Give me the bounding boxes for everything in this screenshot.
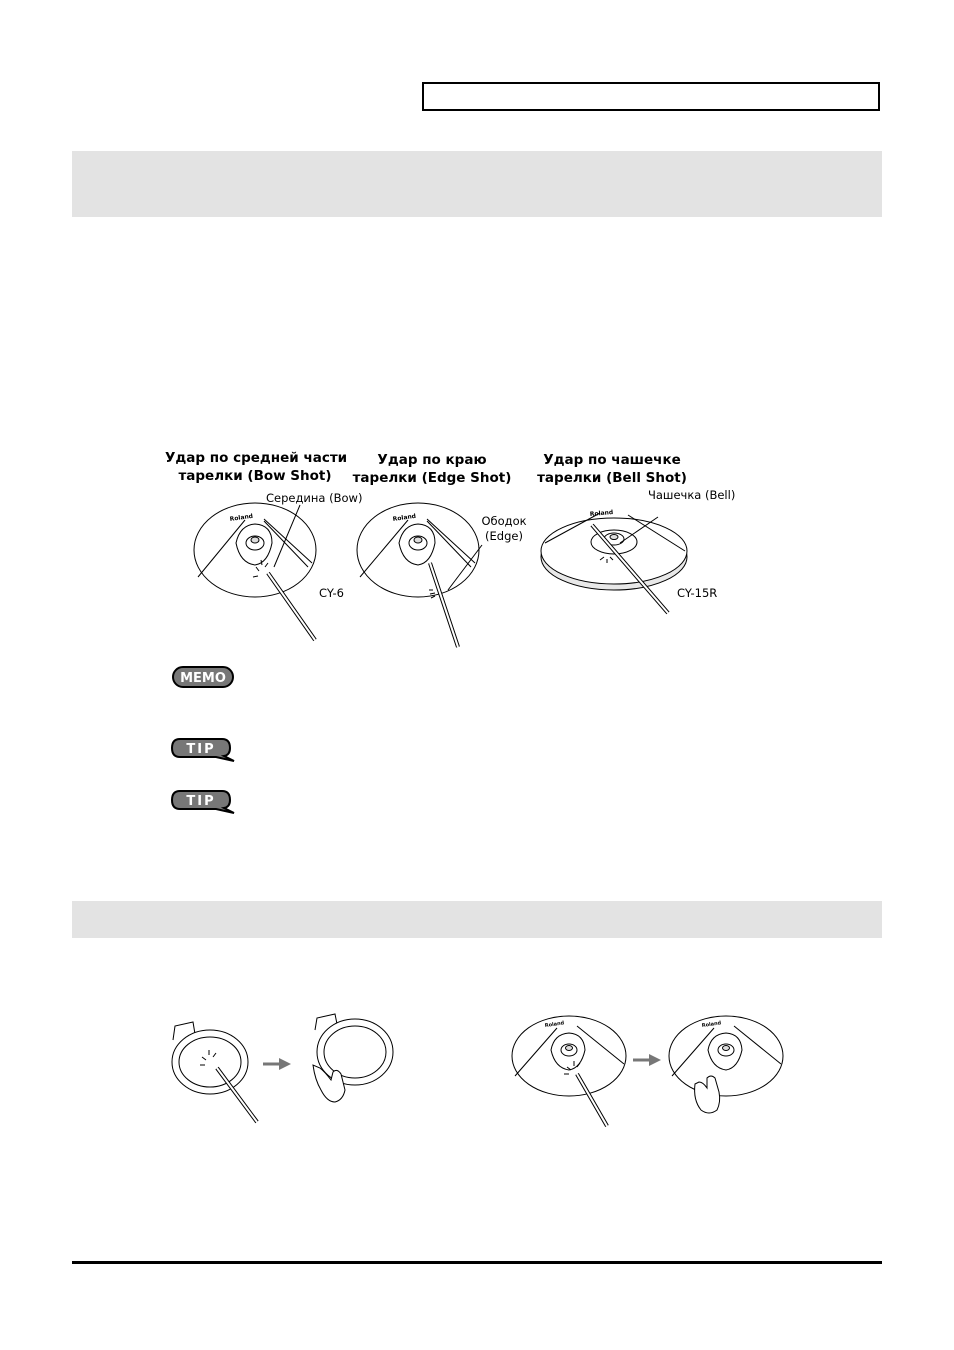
tip-icon [170, 789, 236, 815]
bow-shot-caption [165, 449, 348, 485]
header-section-box [422, 82, 880, 111]
bell-shot-caption [522, 451, 702, 487]
edge-shot-caption-line2: тарелки (Edge Shot) [352, 470, 512, 486]
edge-cymbal-brand: Roland [392, 512, 417, 523]
tip-icon [170, 737, 236, 763]
bow-cymbal-brand: Roland [229, 512, 254, 523]
cymbal-strike-drawing [512, 1016, 626, 1126]
tip-label-1: TIP [186, 742, 216, 757]
footer-rule [72, 1261, 882, 1264]
pad-strike-drawing [172, 1022, 257, 1122]
cy6-model-label: CY-6 [319, 586, 344, 600]
bow-callout-label: Середина (Bow) [266, 491, 363, 505]
edge-callout-line1: Ободок [481, 514, 527, 528]
section-heading-band-2 [72, 901, 882, 938]
right-arrow-icon [633, 1054, 661, 1066]
cy15r-model-label: CY-15R [677, 586, 718, 600]
edge-callout-line2: (Edge) [485, 529, 523, 543]
section-heading-band [72, 151, 882, 217]
pad-choke-drawing [313, 1014, 393, 1102]
bell-shot-caption-line2: тарелки (Bell Shot) [537, 470, 687, 486]
bell-cymbal-brand: Roland [589, 508, 614, 518]
choke-illustration [165, 1010, 795, 1135]
bow-shot-caption-line1: Удар по средней части [165, 450, 348, 466]
cymbal-choke-drawing [669, 1016, 783, 1113]
tip-badge-2 [170, 789, 236, 820]
bell-shot-caption-line1: Удар по чашечке [543, 452, 681, 468]
bow-shot-caption-line2: тарелки (Bow Shot) [178, 468, 332, 484]
edge-shot-caption [342, 451, 522, 487]
bow-shot-cymbal-drawing [194, 503, 316, 640]
right-arrow-icon [263, 1058, 291, 1070]
bell-shot-cymbal-drawing [541, 509, 687, 613]
edge-shot-caption-line1: Удар по краю [377, 452, 487, 468]
strike-cymbal-brand: Roland [544, 1020, 565, 1029]
tip-badge-1 [170, 737, 236, 768]
memo-label: MEMO [180, 671, 226, 686]
edge-shot-cymbal-drawing [357, 503, 482, 647]
memo-badge [172, 665, 234, 694]
tip-label-2: TIP [186, 794, 216, 809]
choke-cymbal-brand: Roland [701, 1020, 722, 1029]
cymbal-strike-illustration [180, 495, 740, 655]
memo-icon [172, 665, 234, 689]
bell-callout-label: Чашечка (Bell) [648, 488, 736, 502]
